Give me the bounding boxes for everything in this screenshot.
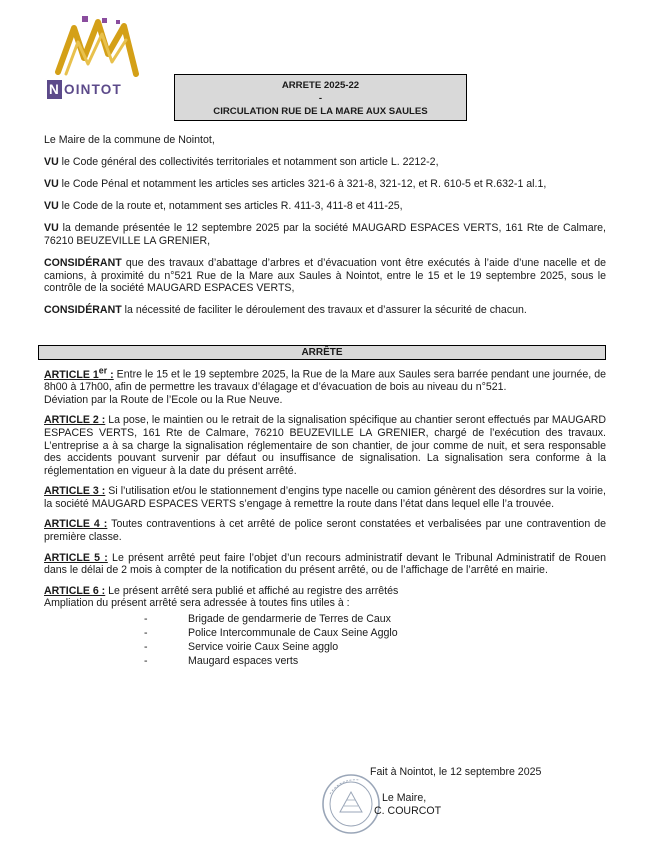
signature-name: C. COURCOT: [374, 805, 442, 817]
consideration-lead: CONSIDÉRANT: [44, 257, 122, 270]
article-text: Le présent arrêté sera publié et affiché au registre des arrêtés: [105, 584, 399, 597]
decree-number: ARRETE 2025-22: [281, 80, 360, 91]
article-6: [44, 585, 606, 610]
logo-graphic: [44, 14, 144, 80]
recipient-list: [144, 612, 606, 668]
article-label: ARTICLE 5 :: [44, 551, 108, 564]
article-label: ARTICLE 6 :: [44, 584, 106, 597]
decree-separator: -: [318, 93, 323, 104]
article-label-colon: :: [107, 368, 114, 381]
preamble: [44, 134, 606, 326]
consideration-text: le Code de la route et, notamment ses articles R. 411-3, 411-8 et 411-25,: [58, 200, 403, 213]
consideration-text: la demande présentée le 12 septembre 2025 par la société MAUGARD ESPACES VERTS, 161 Rte de Calmare, 76210 BEUZEVILLE LA GRENIER,: [44, 222, 606, 247]
article-label: ARTICLE 2 :: [44, 414, 106, 427]
article-text: Le présent arrêté peut faire l’objet d’un recours administratif devant le Tribunal Administratif de Rouen dans le délai de 2 mois à compter de la notification du présent arrêté, ou de l’affichage de l’arrêté en mairie.: [44, 551, 606, 577]
consideration-2: [44, 178, 606, 191]
article-label-text: ARTICLE 1: [44, 368, 99, 381]
consideration-6: [44, 304, 606, 317]
article-2: [44, 414, 606, 477]
signature-place-date: Fait à Nointot, le 12 septembre 2025: [370, 766, 542, 778]
consideration-lead: VU: [44, 156, 59, 169]
logo-initial: N: [47, 80, 62, 99]
article-4: [44, 518, 606, 543]
commune-logo: [44, 14, 144, 100]
logo-wordmark: [47, 80, 143, 99]
article-1: [44, 364, 606, 406]
article-extra: Ampliation du présent arrêté sera adressée à toutes fins utiles à :: [44, 597, 350, 610]
article-extra: Déviation par la Route de l’Ecole ou la Rue Neuve.: [44, 393, 283, 406]
article-text: Toutes contraventions à cet arrêté de police seront constatées et verbalisées par une contravention de première classe.: [44, 518, 606, 544]
consideration-text: que des travaux d’abattage d’arbres et d’évacuation vont être exécutés à l’aide d’une nacelle et de camions, à proximité du n°521 Rue de la Mare aux Saules à Nointot, entre le 15 et le 19 septembre 2025, sous le contrôle de la société MAUGARD ESPACES VERTS,: [44, 257, 606, 295]
article-5: [44, 552, 606, 577]
article-3: [44, 485, 606, 510]
intro-line: Le Maire de la commune de Nointot,: [44, 134, 215, 146]
recipient-item: - Brigade de gendarmerie de Terres de Caux: [144, 612, 606, 626]
article-label: ARTICLE 3 :: [44, 485, 106, 498]
article-text: Si l’utilisation et/ou le stationnement d’engins type nacelle ou camion génèrent des désordres sur la voirie, la société MAUGARD ESPACES VERTS s’engage à remettre la route dans l’état dans lequel elle l’a trouvée.: [44, 485, 606, 510]
recipient-item: - Maugard espaces verts: [144, 654, 606, 668]
arrete-heading: ARRÊTE: [38, 345, 606, 360]
consideration-text: le Code Pénal et notamment les articles ses articles 321-6 à 321-8, 321-12, et R. 610-5 et R.632-1 al.1,: [58, 178, 547, 191]
consideration-lead: VU: [44, 222, 59, 235]
signature-block: [370, 766, 600, 818]
consideration-lead: VU: [44, 200, 59, 213]
article-label-sup: er: [98, 365, 108, 375]
article-label: [44, 365, 114, 381]
decree-subject: CIRCULATION RUE DE LA MARE AUX SAULES: [213, 106, 428, 117]
recipient-item: - Service voirie Caux Seine agglo: [144, 640, 606, 654]
consideration-text: le Code général des collectivités territoriales et notamment son article L. 2212-2,: [58, 156, 439, 169]
consideration-4: [44, 222, 606, 247]
consideration-text: la nécessité de faciliter le déroulement des travaux et d’assurer la sécurité de chacun.: [121, 304, 527, 317]
article-label: ARTICLE 4 :: [44, 518, 108, 531]
signature-role: Le Maire,: [382, 792, 427, 804]
consideration-lead: CONSIDÉRANT: [44, 304, 122, 317]
recipient-item: - Police Intercommunale de Caux Seine Agglo: [144, 626, 606, 640]
consideration-3: [44, 200, 606, 213]
logo-name: OINTOT: [64, 82, 122, 97]
article-text: Entre le 15 et le 19 septembre 2025, la Rue de la Mare aux Saules sera barrée pendant une journée, de 8h00 à 17h00, afin de permettre les travaux d’élagage et d’évacuation de bois au niveau du n°521.: [44, 368, 606, 394]
decree-title-box: [174, 74, 467, 121]
consideration-lead: VU: [44, 178, 59, 191]
consideration-5: [44, 257, 606, 295]
articles-section: [44, 364, 606, 668]
article-text: La pose, le maintien ou le retrait de la signalisation spécifique au chantier seront effectués par MAUGARD ESPACES VERTS, 161 Rte de Calmare, 76210 BEUZEVILLE LA GRENIER, chargé de l’exécution des travaux. L’entreprise a à sa charge la signalisation réglementaire de son chantier, de jour comme de nuit, et sera responsable des accidents pouvant survenir par défaut ou insuffisance de signalisation. La signalisation sera conforme à la réglementation en vigueur à la date du présent arrêté.: [44, 414, 606, 477]
consideration-1: [44, 156, 606, 169]
